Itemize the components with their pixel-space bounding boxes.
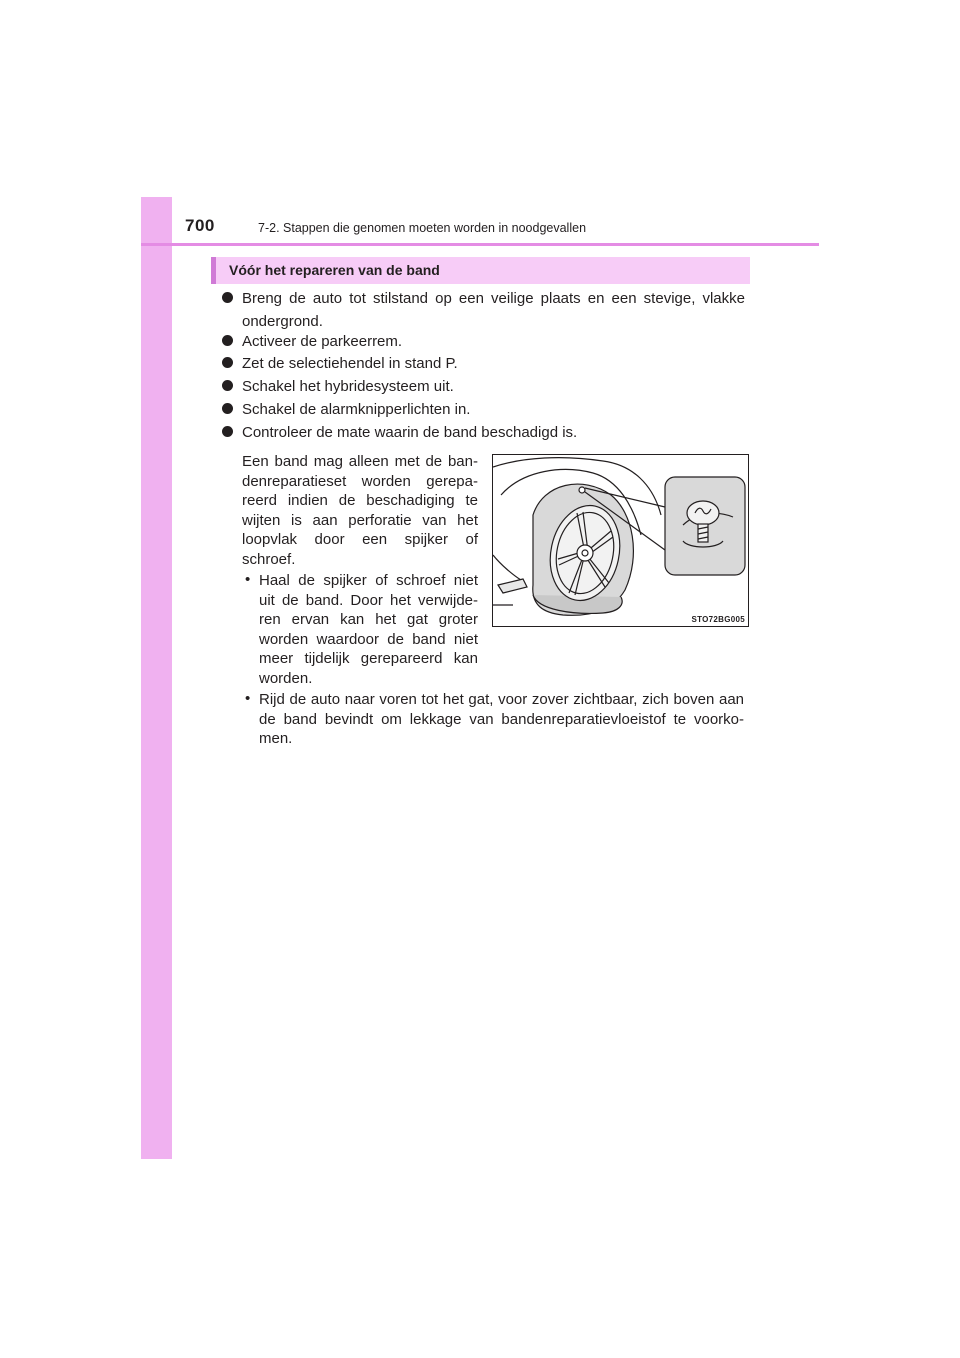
bullet-dot-icon xyxy=(222,380,233,391)
section-heading: Vóór het repareren van de band xyxy=(229,262,440,278)
text-line: ren ervan kan het gat groter xyxy=(259,611,478,629)
bullet-dot-icon xyxy=(222,426,233,437)
text-line: wijten is aan perforatie van het xyxy=(242,511,478,529)
section-heading-bar xyxy=(211,257,750,284)
page-number: 700 xyxy=(185,216,215,235)
bullet-dot-icon xyxy=(222,292,233,303)
sub-bullet-2 xyxy=(259,690,744,749)
text-line: loopvlak door een spijker of xyxy=(242,531,478,549)
bullet-text: Controleer de mate waarin de band beschadigd is. xyxy=(242,424,578,441)
bullet-dot-icon xyxy=(222,403,233,414)
bullet-text: Activeer de parkeerrem. xyxy=(242,333,403,350)
text-line: worden waardoor de band niet xyxy=(259,630,478,648)
bullet-text xyxy=(242,287,745,333)
text-line: schroef. xyxy=(242,550,296,568)
text-line: de band bevindt om lekkage van bandenreparatievloeistof te voorko- xyxy=(259,710,744,728)
intro-paragraph xyxy=(242,452,478,570)
bullet-dot-icon xyxy=(222,335,233,346)
text-line: denreparatieset worden gerepa- xyxy=(242,472,478,490)
bullet-dot-icon xyxy=(222,357,233,368)
bullet-text: Schakel het hybridesysteem uit. xyxy=(242,378,454,395)
text-line: men. xyxy=(259,730,293,748)
header-rule xyxy=(141,243,819,246)
bullet-text: Zet de selectiehendel in stand P. xyxy=(242,355,458,372)
flat-tire-illustration xyxy=(493,455,749,627)
text-line: Rijd de auto naar voren tot het gat, voor zover zichtbaar, zich boven aan xyxy=(259,691,744,708)
sub-bullet-icon: • xyxy=(245,571,251,588)
text-line: worden. xyxy=(259,669,313,687)
text-line: uit de band. Door het verwijde- xyxy=(259,591,478,609)
sub-bullet-1 xyxy=(259,571,478,689)
section-path: 7-2. Stappen die genomen moeten worden in noodgevallen xyxy=(258,221,587,235)
bullet-line: ondergrond. xyxy=(242,313,323,330)
bullet-line: Breng de auto tot stilstand op een veilige plaats en een stevige, vlakke xyxy=(242,290,745,307)
text-line: Haal de spijker of schroef niet xyxy=(259,572,478,589)
text-line: reerd indien de beschadiging te xyxy=(242,492,478,510)
chapter-side-tab xyxy=(141,197,172,1159)
text-line: meer tijdelijk gerepareerd kan xyxy=(259,650,478,668)
tire-puncture-figure xyxy=(492,454,749,627)
bullet-text: Schakel de alarmknipperlichten in. xyxy=(242,401,471,418)
text-line: Een band mag alleen met de ban- xyxy=(242,453,478,470)
figure-code: STO72BG005 xyxy=(691,615,745,624)
sub-bullet-icon: • xyxy=(245,690,251,707)
